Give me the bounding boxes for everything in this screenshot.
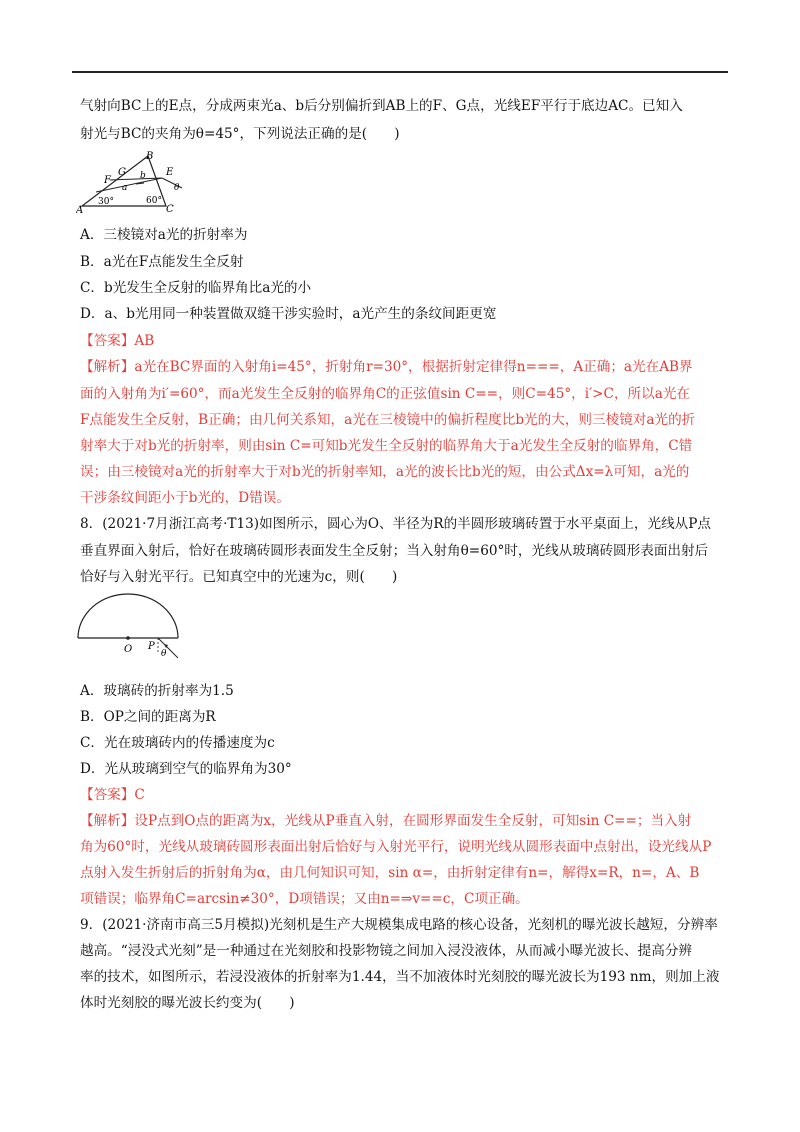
q9-stem-line-2: 越高。“浸没式光刻”是一种通过在光刻胶和投影物镜之间加入浸没液体，从而减小曝光波长、提高分辨 <box>80 943 693 959</box>
label-P: P <box>148 641 155 652</box>
label-C: C <box>166 204 174 215</box>
semicircle-figure <box>74 590 204 662</box>
q8-option-b: B．OP之间的距离为R <box>80 709 216 725</box>
header-rule <box>72 71 728 73</box>
q7-option-c: C．b光发生全反射的临界角比a光的小 <box>80 280 312 296</box>
q8-stem-line-2: 垂直界面入射后，恰好在玻璃砖圆形表面发生全反射；当入射角θ=60°时，光线从玻璃砖圆形表面出射后 <box>80 543 709 559</box>
label-b: b <box>140 171 146 181</box>
label-E: E <box>166 167 174 178</box>
label-A: A <box>76 205 84 216</box>
q7-option-a: A．三棱镜对a光的折射率为 <box>80 227 248 243</box>
q9-stem-line-4: 体时光刻胶的曝光波长约变为( ) <box>80 995 295 1011</box>
q8-analysis-line-2: 角为60°时，光线从玻璃砖圆形表面出射后恰好与入射光平行，说明光线从圆形表面中点射出，设光线从P <box>80 839 712 855</box>
label-a: a <box>122 183 128 193</box>
q8-stem-line-3: 恰好与入射光平行。已知真空中的光速为c，则( ) <box>80 569 398 585</box>
q8-stem-line-1: 8．(2021·7月浙江高考·T13)如图所示，圆心为O、半径为R的半圆形玻璃砖置于水平桌面上，光线从P点 <box>80 516 711 532</box>
q9-stem-line-3: 率的技术，如图所示，若浸没液体的折射率为1.44，当不加液体时光刻胶的曝光波长为193 nm，则加上液 <box>80 969 720 985</box>
label-theta-2: θ <box>161 649 167 659</box>
q9-stem-line-1: 9．(2021·济南市高三5月模拟)光刻机是生产大规模集成电路的核心设备，光刻机的曝光波长越短，分辨率 <box>80 917 718 933</box>
q7-analysis-line-1: 【解析】a光在BC界面的入射角i=45°，折射角r=30°，根据折射定律得n===，A正确；a光在AB界 <box>80 359 693 375</box>
q7-analysis-line-4: 射率大于对b光的折射率，则由sin C=可知b光发生全反射的临界角大于a光发生全反射的临界角，C错 <box>80 438 693 454</box>
label-60deg: 60° <box>146 196 162 206</box>
prism-figure <box>76 150 196 216</box>
label-O: O <box>124 644 133 655</box>
label-F: F <box>104 175 111 186</box>
q8-answer: 【答案】C <box>80 787 145 803</box>
q8-option-d: D．光从玻璃到空气的临界角为30° <box>80 761 292 777</box>
q8-option-c: C．光在玻璃砖内的传播速度为c <box>80 735 275 751</box>
q8-analysis-line-3: 点射入发生折射后的折射角为α，由几何知识可知，sin α=，由折射定律有n=，解得x=R，n=，A、B <box>80 865 700 881</box>
q7-stem-line-2: 射光与BC的夹角为θ=45°，下列说法正确的是( ) <box>80 126 400 142</box>
q7-option-b: B．a光在F点能发生全反射 <box>80 254 244 270</box>
q7-analysis-line-3: F点能发生全反射，B正确；由几何关系知，a光在三棱镜中的偏折程度比b光的大，则三棱镜对a光的折 <box>80 412 696 428</box>
label-30deg: 30° <box>98 197 114 207</box>
q8-analysis-line-4: 项错误；临界角C=arcsin≠30°，D项错误；又由n=⇒v==c，C项正确。 <box>80 891 529 907</box>
q8-analysis-line-1: 【解析】设P点到O点的距离为x，光线从P垂直入射，在圆形界面发生全反射，可知sin C==；当入射 <box>80 813 692 829</box>
q7-analysis-line-5: 误；由三棱镜对a光的折射率大于对b光的折射率知，a光的波长比b光的短，由公式Δx=λ可知，a光的 <box>80 464 690 480</box>
q7-analysis-line-2: 面的入射角为i′=60°，而a光发生全反射的临界角C的正弦值sin C==，则C=45°，i′>C，所以a光在 <box>80 386 691 402</box>
label-B: B <box>146 151 154 162</box>
q7-analysis-line-6: 干涉条纹间距小于b光的，D错误。 <box>80 490 290 506</box>
label-theta: θ <box>174 183 180 193</box>
q7-option-d: D．a、b光用同一种装置做双缝干涉实验时，a光产生的条纹间距更宽 <box>80 306 497 322</box>
label-G: G <box>118 167 126 178</box>
q8-option-a: A．玻璃砖的折射率为1.5 <box>80 683 234 699</box>
q7-stem-line-1: 气射向BC上的E点，分成两束光a、b后分别偏折到AB上的F、G点，光线EF平行于底边AC。已知入 <box>80 98 683 114</box>
q7-answer: 【答案】AB <box>80 333 155 349</box>
